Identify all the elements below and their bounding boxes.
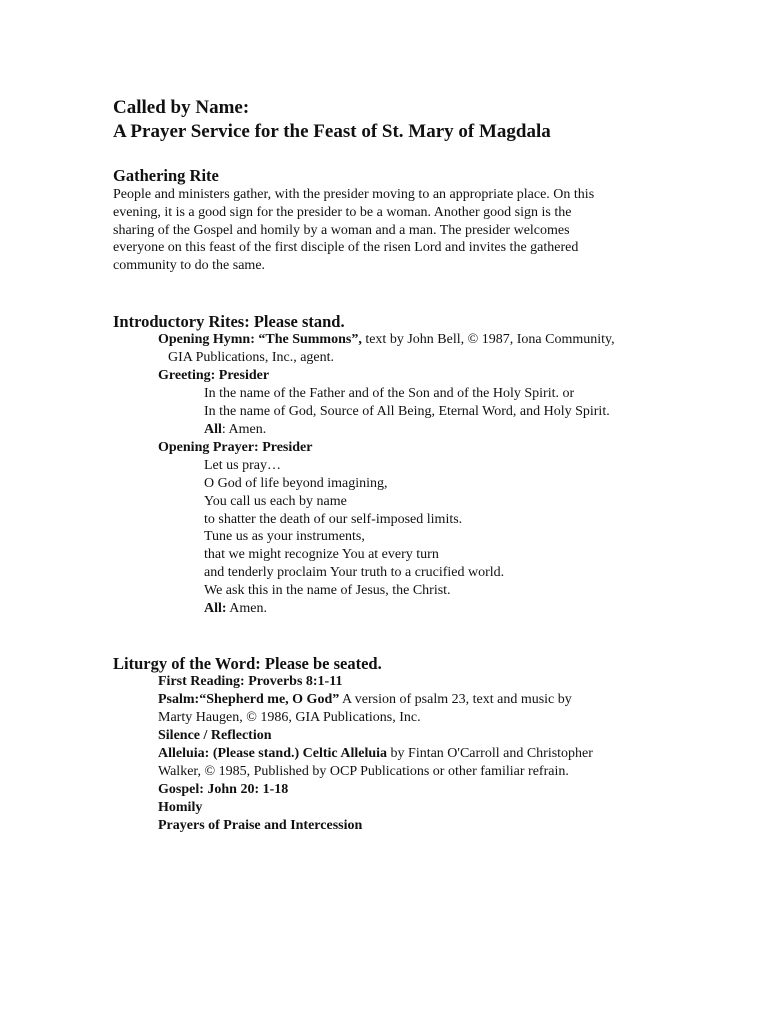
opening-hymn	[158, 331, 615, 349]
prayer-line: We ask this in the name of Jesus, the Christ.	[204, 583, 451, 598]
psalm-text: A version of psalm 23, text and music by	[339, 692, 572, 707]
alleluia-label: Alleluia: (Please stand.) Celtic Alleluia	[158, 746, 388, 761]
prayer-all-label: All:	[204, 601, 227, 616]
homily: Homily	[158, 800, 203, 815]
gathering-line: sharing of the Gospel and homily by a woman and a man. The presider welcomes	[113, 222, 570, 238]
psalm	[158, 691, 572, 709]
gathering-heading: Gathering Rite	[113, 166, 219, 185]
introductory-heading: Introductory Rites: Please stand.	[113, 312, 345, 331]
silence-reflection: Silence / Reflection	[158, 728, 272, 743]
prayer-line: You call us each by name	[204, 494, 347, 509]
opening-prayer-label: Opening Prayer: Presider	[158, 440, 313, 455]
prayer-line: to shatter the death of our self-imposed limits.	[204, 512, 463, 527]
prayer-line: Let us pray…	[204, 458, 281, 473]
prayer-response	[204, 600, 267, 618]
alleluia-text-2: Walker, © 1985, Published by OCP Publications or other familiar refrain.	[158, 764, 569, 779]
prayer-all-text: Amen.	[226, 601, 268, 616]
gathering-line: everyone on this feast of the first disciple of the risen Lord and invites the gathered	[113, 240, 579, 256]
alleluia	[158, 745, 593, 763]
document-title	[113, 96, 551, 144]
gathering-line: community to do the same.	[113, 258, 266, 274]
greeting-line-2: In the name of God, Source of All Being, Eternal Word, and Holy Spirit.	[204, 404, 610, 419]
title-line-1: Called by Name:	[113, 97, 250, 118]
opening-hymn-label: Opening Hymn: “The Summons”,	[158, 332, 362, 347]
prayer-line: and tenderly proclaim Your truth to a crucified world.	[204, 565, 505, 580]
psalm-text-2: Marty Haugen, © 1986, GIA Publications, Inc.	[158, 710, 421, 725]
gathering-line: People and ministers gather, with the presider moving to an appropriate place. On this	[113, 187, 595, 202]
alleluia-text: by Fintan O'Carroll and Christopher	[387, 746, 593, 761]
greeting-all-label: All	[204, 422, 222, 437]
gathering-paragraph	[113, 186, 653, 275]
greeting-label: Greeting: Presider	[158, 368, 270, 383]
prayers-of-praise: Prayers of Praise and Intercession	[158, 818, 363, 833]
gathering-line: evening, it is a good sign for the presider to be a woman. Another good sign is the	[113, 204, 572, 220]
opening-hymn-text: text by John Bell, © 1987, Iona Community,	[361, 332, 615, 347]
psalm-label: Psalm:“Shepherd me, O God”	[158, 692, 340, 707]
greeting-all-text: : Amen.	[221, 422, 267, 437]
liturgy-heading: Liturgy of the Word: Please be seated.	[113, 654, 382, 673]
first-reading: First Reading: Proverbs 8:1-11	[158, 674, 343, 689]
greeting-response	[204, 421, 266, 439]
prayer-line: that we might recognize You at every turn	[204, 547, 439, 562]
opening-hymn-text-2: GIA Publications, Inc., agent.	[168, 350, 335, 365]
title-line-2: A Prayer Service for the Feast of St. Mary of Magdala	[113, 121, 551, 142]
greeting-line-1: In the name of the Father and of the Son and of the Holy Spirit. or	[204, 386, 575, 401]
gospel: Gospel: John 20: 1-18	[158, 782, 289, 797]
prayer-line: O God of life beyond imagining,	[204, 476, 388, 491]
prayer-line: Tune us as your instruments,	[204, 529, 365, 544]
